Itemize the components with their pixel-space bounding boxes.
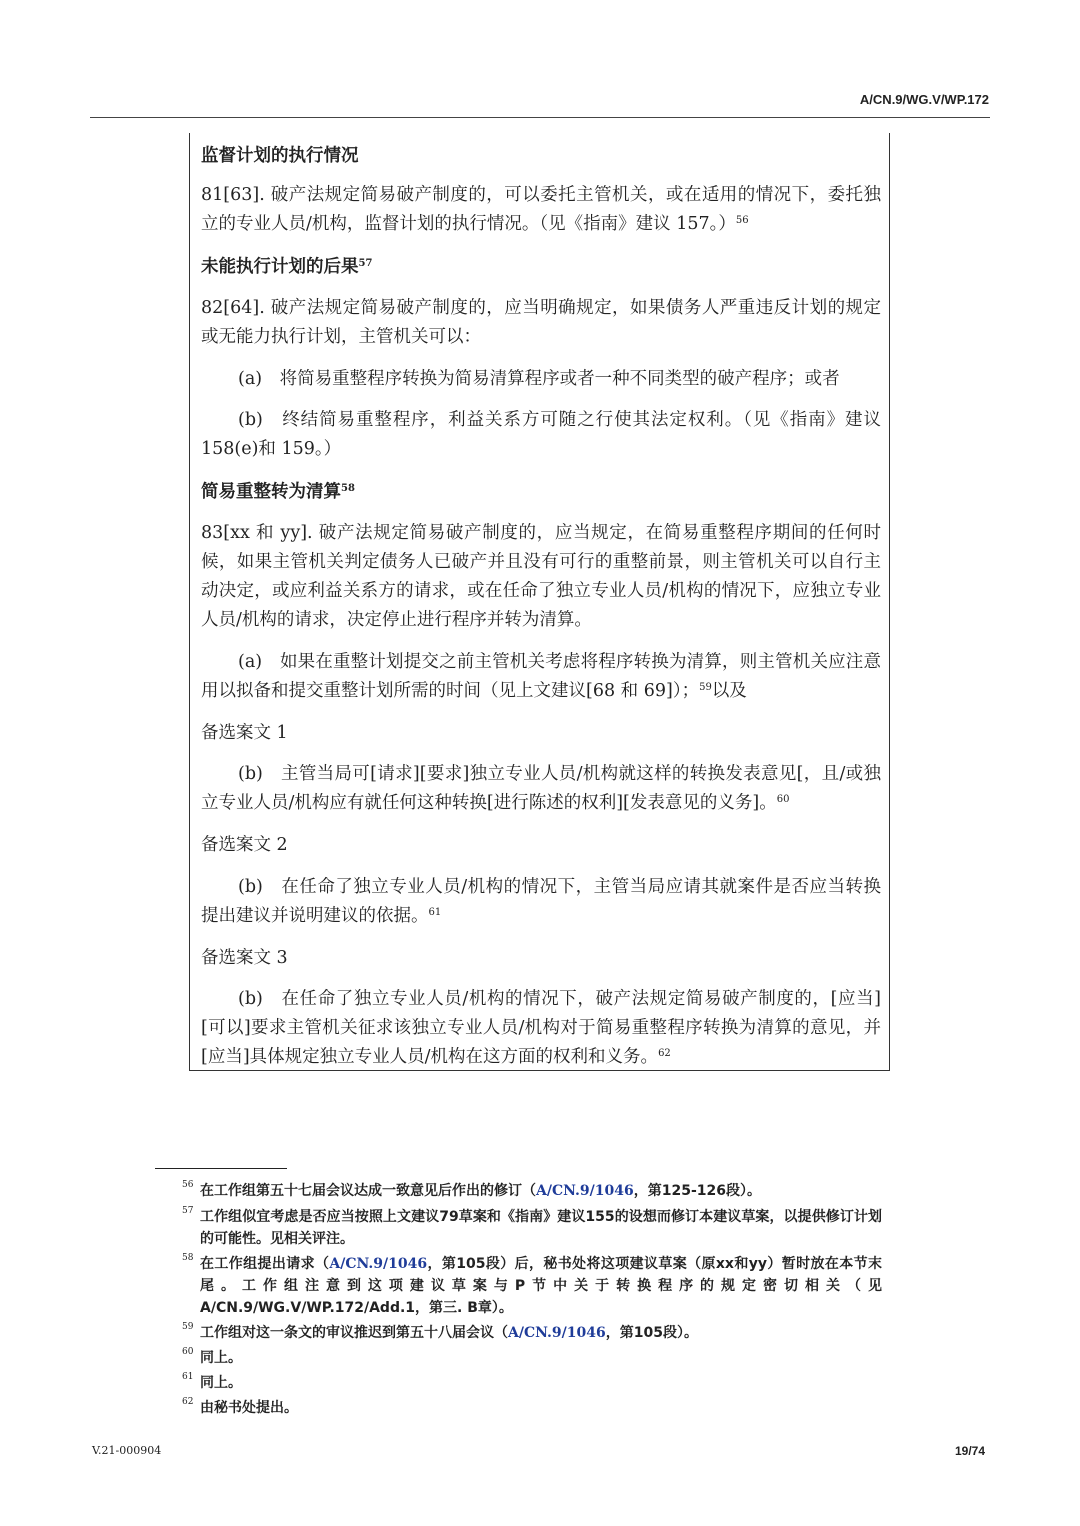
footnote — [182, 1322, 882, 1344]
footnote-number: 56 — [182, 1180, 194, 1190]
footnote-ref[interactable]: 56 — [735, 215, 749, 226]
footnote-ref[interactable]: 58 — [341, 483, 355, 494]
variant-1-text — [201, 760, 881, 818]
footnote-ref[interactable]: 57 — [358, 258, 373, 269]
footnote-text: 工作组似宜考虑是否应当按照上文建议79草案和《指南》建议155的设想而修订本建议草案，以提供修订计划的可能性。见相关评注。 — [200, 1209, 882, 1247]
footnote-text: ，第125-126段）。 — [633, 1183, 761, 1199]
paragraph-81 — [201, 181, 881, 239]
footnote-text: 由秘书处提出。 — [200, 1400, 298, 1416]
heading-conversion — [201, 478, 881, 507]
footnote-number: 57 — [182, 1206, 194, 1216]
paragraph-text: 81[63]. 破产法规定简易破产制度的，可以委托主管机关，或在适用的情况下，委托独立的专业人员/机构，监督计划的执行情况。（见《指南》建议 157。） — [201, 185, 881, 234]
paragraph-82b: (b) 终结简易重整程序，利益关系方可随之行使其法定权利。（见《指南》建议 158(e)和 159。） — [201, 410, 881, 459]
heading-supervision: 监督计划的执行情况 — [201, 146, 359, 166]
footnote-ref[interactable]: 59 — [699, 682, 712, 693]
footnote-text: 工作组对这一条文的审议推迟到第五十八届会议（ — [200, 1325, 508, 1341]
paragraph-text: (b) 在任命了独立专业人员/机构的情况下，主管当局应请其就案件是否应当转换提出建议并说明建议的依据。 — [201, 877, 881, 926]
footnote-number: 60 — [182, 1347, 194, 1357]
footnote — [182, 1372, 882, 1394]
footnote-ref[interactable]: 61 — [428, 907, 442, 918]
footnote — [182, 1180, 882, 1202]
paragraph-text: (b) 在任命了独立专业人员/机构的情况下，破产法规定简易破产制度的，[应当][可以]要求主管机关征求该独立专业人员/机构对于简易重整程序转换为清算的意见，并[应当]具体规定独立专业人员/机构在这方面的权利和义务。 — [201, 989, 881, 1067]
heading-text: 简易重整转为清算 — [201, 482, 341, 502]
footnote-number: 62 — [182, 1397, 194, 1407]
page-number: 19/74 — [954, 1444, 985, 1458]
document-link[interactable]: A/CN.9/1046 — [536, 1183, 634, 1199]
footnote-text: 在工作组第五十七届会议达成一致意见后作出的修订（ — [200, 1183, 536, 1199]
variant-3-text — [201, 985, 881, 1072]
footnote — [182, 1397, 882, 1419]
document-link[interactable]: A/CN.9/1046 — [508, 1325, 606, 1341]
footnote-text: 同上。 — [200, 1350, 242, 1366]
footnote-text: ，第105段）。 — [605, 1325, 698, 1341]
footnote-ref[interactable]: 62 — [658, 1048, 671, 1059]
paragraph-text: (a) 如果在重整计划提交之前主管机关考虑将程序转换为清算，则主管机关应注意用以拟备和提交重整计划所需的时间（见上文建议[68 和 69]）； — [201, 652, 881, 701]
footnote-number: 61 — [182, 1372, 194, 1382]
variant-1-label: 备选案文 1 — [201, 723, 288, 743]
paragraph-82a: (a) 将简易重整程序转换为简易清算程序或者一种不同类型的破产程序；或者 — [238, 369, 840, 389]
paragraph-82: 82[64]. 破产法规定简易破产制度的，应当明确规定，如果债务人严重违反计划的规定或无能力执行计划，主管机关可以： — [201, 298, 881, 347]
footnote-number: 58 — [182, 1253, 194, 1263]
footnote — [182, 1347, 882, 1369]
footnote-text: 在工作组提出请求（ — [200, 1256, 330, 1272]
paragraph-83: 83[xx 和 yy]. 破产法规定简易破产制度的，应当规定，在简易重整程序期间的任何时候，如果主管机关判定债务人已破产并且没有可行的重整前景，则主管机关可以自行主动决定，或应利益关系方的请求，或在任命了独立专业人员/机构的情况下，应独立专业人员/机构的请求，决定停止进行程序并转为清算。 — [201, 523, 881, 630]
heading-text: 未能执行计划的后果 — [201, 257, 359, 277]
footnote-text: ，第105段）后，秘书处将这项建议草案（原xx和yy）暂时放在本节末尾。工作组注意到这项建议草案与P节中关于转换程序的规定密切相关（见A/CN.9/WG.V/WP.172/Add.1，第三. B章）。 — [200, 1256, 882, 1316]
footnote-rule — [155, 1168, 287, 1169]
variant-2-label: 备选案文 2 — [201, 835, 288, 855]
footnote — [182, 1206, 882, 1250]
footnote-number: 59 — [182, 1322, 194, 1332]
document-symbol: A/CN.9/WG.V/WP.172 — [859, 92, 989, 107]
variant-3-label: 备选案文 3 — [201, 948, 288, 968]
footnote-text: 同上。 — [200, 1375, 242, 1391]
document-link[interactable]: A/CN.9/1046 — [329, 1256, 428, 1272]
variant-2-text — [201, 873, 881, 931]
job-number: V.21-000904 — [92, 1444, 162, 1457]
footnote — [182, 1253, 882, 1319]
paragraph-tail: 以及 — [711, 681, 747, 701]
paragraph-83a — [201, 648, 881, 706]
heading-failure — [201, 253, 881, 282]
footnote-ref[interactable]: 60 — [776, 794, 790, 805]
header-rule — [90, 117, 990, 118]
paragraph-text: (b) 主管当局可[请求][要求]独立专业人员/机构就这样的转换发表意见[，且/或独立专业人员/机构应有就任何这种转换[进行陈述的权利][发表意见的义务]。 — [201, 764, 881, 813]
